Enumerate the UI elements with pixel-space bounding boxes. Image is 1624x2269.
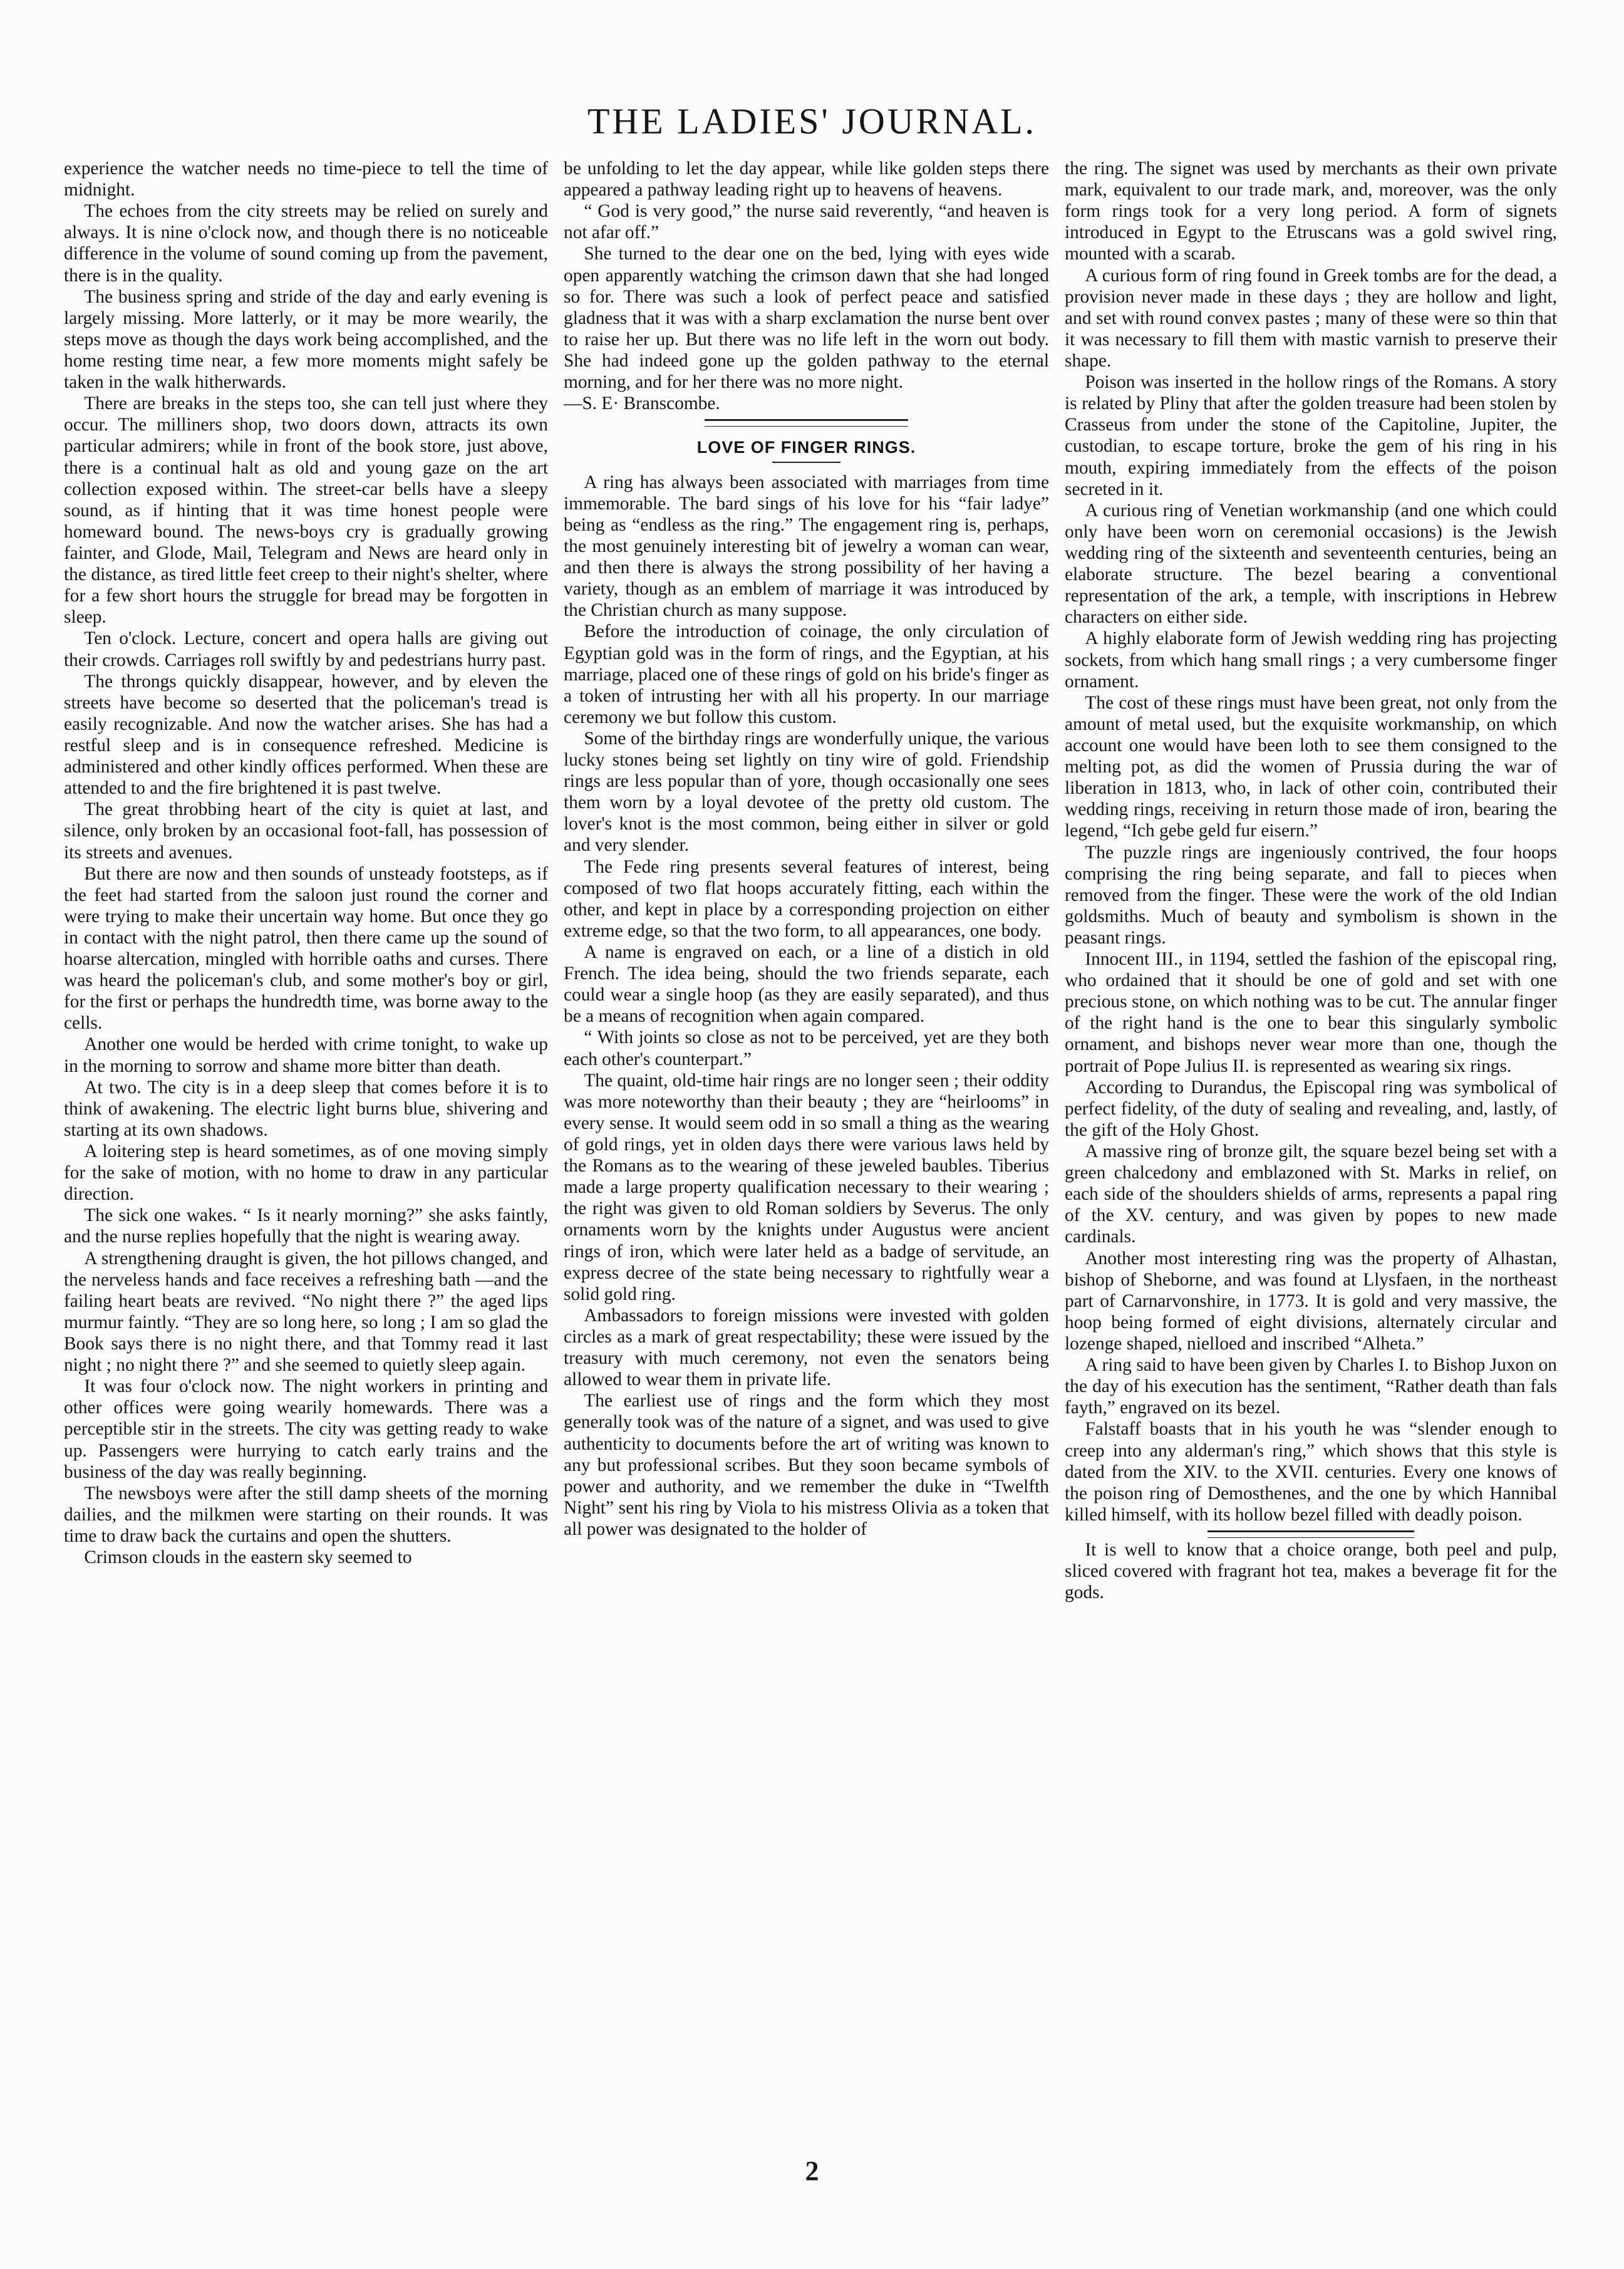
- article-heading: LOVE OF FINGER RINGS.: [696, 438, 916, 457]
- author-signature: —S. E· Branscombe.: [564, 393, 720, 414]
- paragraph: Ten o'clock. Lecture, concert and opera halls are giving out their crowds. Carriages roll swiftly by and pedestrians hurry past.: [64, 628, 548, 670]
- page-number: 2: [805, 2156, 819, 2186]
- paragraph: The Fede ring presents several features of interest, being composed of two flat hoops accurately fitting, each within the other, and kept in place by a corresponding projection on either extreme edge, so that the two form, to all appearances, one body.: [564, 856, 1049, 941]
- section-divider: [1208, 1530, 1414, 1538]
- paragraph: be unfolding to let the day appear, while like golden steps there appeared a pathway leading right up to heavens of heavens.: [564, 158, 1049, 200]
- article-body: [564, 472, 1049, 1540]
- paragraph: The throngs quickly disappear, however, and by eleven the streets have become so deserted that the policeman's tread is easily recognizable. And now the watcher arises. She has had a restful sleep and is in consequence refreshed. Medicine is administered and other kindly offices performed. When these are attended to and the fire brightened it is past twelve.: [64, 671, 548, 799]
- paragraph: “ With joints so close as not to be perceived, yet are they both each other's counterpart.”: [564, 1027, 1049, 1069]
- paragraph: There are breaks in the steps too, she can tell just where they occur. The milliners shop, two doors down, attracts its own particular admirers; while in front of the book store, just above, there is a continual halt as old and young gaze on the art collection exposed within. The street-car bells have a sleepy sound, as if hinting that it was time honest people were homeward bound. The news-boys cry is gradually growing fainter, and Glode, Mail, Telegram and News are heard only in the distance, as tired little feet creep to their night's shelter, where for a few short hours the struggle for bread may be forgotten in sleep.: [64, 393, 548, 628]
- paragraph: The echoes from the city streets may be relied on surely and always. It is nine o'clock now, and though there is no noticeable difference in the volume of sound coming up from the pavement, there is in the quality.: [64, 201, 548, 286]
- paragraph: Before the introduction of coinage, the only circulation of Egyptian gold was in the form of rings, and the Egyptian, at his marriage, placed one of these rings of gold on his bride's finger as a token of intrusting her with all his property. In our marriage ceremony we but follow this custom.: [564, 621, 1049, 727]
- column-1: [64, 158, 548, 2100]
- section-divider: [705, 419, 909, 427]
- paragraph: The newsboys were after the still damp sheets of the morning dailies, and the milkmen were starting on their rounds. It was time to draw back the curtains and open the shutters.: [64, 1483, 548, 1546]
- paragraph: A strengthening draught is given, the hot pillows changed, and the nerveless hands and face receives a refreshing bath —and the failing heart beats are revived. “No night there ?” the aged lips murmur faintly. “They are so long here, so long ; I am so glad the Book says there is no night there, and that Tommy read it last night ; no night there ?” and she seemed to quietly sleep again.: [64, 1248, 548, 1376]
- heading-rule: [772, 462, 840, 463]
- paragraph: At two. The city is in a deep sleep that comes before it is to think of awakening. The electric light burns blue, shivering and starting at its own shadows.: [64, 1077, 548, 1140]
- paragraph: A ring said to have been given by Charles I. to Bishop Juxon on the day of his execution has the sentiment, “Rather death than fals fayth,” engraved on its bezel.: [1065, 1355, 1557, 1418]
- paragraph: “ God is very good,” the nurse said reverently, “and heaven is not afar off.”: [564, 201, 1049, 243]
- paragraph: Another one would be herded with crime tonight, to wake up in the morning to sorrow and shame more bitter than death.: [64, 1034, 548, 1076]
- paragraph: The quaint, old-time hair rings are no longer seen ; their oddity was more noteworthy than their beauty ; they are “heirlooms” in every sense. It would seem odd in so small a thing as the wearing of gold rings, yet in olden days there were various laws held by the Romans as to the wearing of these jeweled baubles. Tiberius made a large property qualification necessary to their wearing ; the right was given to old Roman soldiers by Severus. The only ornaments worn by the knights under Augustus were ancient rings of iron, which were later held as a badge of servitude, an express decree of the state being necessary to rightfully wear a solid gold ring.: [564, 1070, 1049, 1304]
- paragraph: She turned to the dear one on the bed, lying with eyes wide open apparently watching the crimson dawn that she had longed so for. There was such a look of perfect peace and satisfied gladness that it was with a sharp exclamation the nurse bent over to raise her up. But there was no life left in the worn out body. She had indeed gone up the golden pathway to the eternal morning, and for her there was no more night.: [564, 244, 1049, 393]
- closing-note: It is well to know that a choice orange, both peel and pulp, sliced covered with fragrant hot tea, makes a beverage fit for the gods.: [1065, 1540, 1557, 1603]
- paragraph: A ring has always been associated with marriages from time immemorable. The bard sings of his love for his “fair ladye” being as “endless as the ring.” The engagement ring is, perhaps, the most genuinely interesting bit of jewelry a woman can wear, and then there is always the strong possibility of her having a variety, though as an emblem of marriage it was introduced by the Christian church as many suppose.: [564, 472, 1049, 621]
- column-3: [1065, 158, 1557, 2100]
- column-2: [564, 158, 1049, 2100]
- paragraph: Another most interesting ring was the property of Alhastan, bishop of Sheborne, and was found at Llysfaen, in the northeast part of Carnarvonshire, in 1773. It is gold and very massive, the hoop being formed of eight divisions, alternately circular and lozenge shaped, nielloed and inscribed “Alheta.”: [1065, 1248, 1557, 1354]
- paragraph: A loitering step is heard sometimes, as of one moving simply for the sake of motion, with no home to draw in any particular direction.: [64, 1141, 548, 1205]
- paragraph: The cost of these rings must have been great, not only from the amount of metal used, but the exquisite workmanship, on which account one would have been loth to see them consigned to the melting pot, as did the women of Prussia during the war of liberation in 1813, who, in lack of other coin, contributed their wedding rings, receiving in return those made of iron, bearing the legend, “Ich gebe geld fur eisern.”: [1065, 692, 1557, 841]
- paragraph: Poison was inserted in the hollow rings of the Romans. A story is related by Pliny that after the golden treasure had been stolen by Crasseus from under the stone of the Capitoline, Jupiter, the custodian, to escape torture, broke the gem of his ring in his mouth, expiring immediately from the effects of the poison secreted in it.: [1065, 372, 1557, 499]
- paragraph: A highly elaborate form of Jewish wedding ring has projecting sockets, from which hang small rings ; a very cumbersome finger ornament.: [1065, 628, 1557, 692]
- paragraph: According to Durandus, the Episcopal ring was symbolical of perfect fidelity, of the duty of sealing and revealing, and, lastly, of the gift of the Holy Ghost.: [1065, 1077, 1557, 1140]
- paragraph: But there are now and then sounds of unsteady footsteps, as if the feet had started from the saloon just round the corner and were trying to make their uncertain way home. But once they go in contact with the night patrol, then there came up the sound of hoarse altercation, mingled with horrible oaths and curses. There was heard the policeman's club, and some mother's boy or girl, for the first or perhaps the hundredth time, was borne away to the cells.: [64, 863, 548, 1034]
- paragraph: A massive ring of bronze gilt, the square bezel being set with a green chalcedony and emblazoned with St. Marks in relief, on each side of the shoulders shields of arms, represents a papal ring of the XV. century, and was given by popes to new made cardinals.: [1065, 1141, 1557, 1247]
- paragraph: Crimson clouds in the eastern sky seemed to: [84, 1547, 412, 1568]
- paragraph: Ambassadors to foreign missions were invested with golden circles as a mark of great respectability; these were issued by the treasury with much ceremony, not even the senators being allowed to wear them in private life.: [564, 1305, 1049, 1390]
- paragraph: The business spring and stride of the day and early evening is largely missing. More latterly, or it may be more wearily, the steps move as though the days work being accomplished, and the home resting time near, a few more moments might safely be taken in the walk hitherwards.: [64, 286, 548, 393]
- paragraph: the ring. The signet was used by merchants as their own private mark, equivalent to our trade mark, and, moreover, was the only form rings took for a very long period. A form of signets introduced in Egypt to the Etruscans was a gold swivel ring, mounted with a scarab.: [1065, 158, 1557, 264]
- paragraph: It was four o'clock now. The night workers in printing and other offices were going wearily homewards. There was a perceptible stir in the streets. The city was getting ready to wake up. Passengers were hurrying to catch early trains and the business of the day was really beginning.: [64, 1376, 548, 1482]
- article-continuation: [1065, 158, 1557, 1525]
- paragraph: The earliest use of rings and the form which they most generally took was of the nature of a signet, and was used to give authenticity to documents before the art of writing was known to any but professional scribes. But they soon became symbols of power and authority, and we remember the duke in “Twelfth Night” sent his ring by Viola to his mistress Olivia as a token that all power was designated to the holder of: [564, 1391, 1049, 1539]
- paragraph: A curious ring of Venetian workmanship (and one which could only have been worn on ceremonial occasions) is the Jewish wedding ring of the sixteenth and seventeenth centuries, being an elaborate structure. The bezel bearing a conventional representation of the ark, a temple, with inscriptions in Hebrew characters on either side.: [1065, 500, 1557, 628]
- paragraph: A curious form of ring found in Greek tombs are for the dead, a provision never made in these days ; they are hollow and light, and set with round convex pastes ; many of these were so thin that it was necessary to fill them with mastic varnish to preserve their shape.: [1065, 265, 1557, 371]
- paragraph: experience the watcher needs no time-piece to tell the time of midnight.: [64, 158, 548, 200]
- paragraph: The great throbbing heart of the city is quiet at last, and silence, only broken by an occasional foot-fall, has possession of its streets and avenues.: [64, 799, 548, 863]
- paragraph: The sick one wakes. “ Is it nearly morning?” she asks faintly, and the nurse replies hopefully that the night is wearing away.: [64, 1205, 548, 1247]
- page-title: THE LADIES' JOURNAL.: [587, 101, 1037, 142]
- paragraph: Falstaff boasts that in his youth he was “slender enough to creep into any alderman's ring,” which shows that this style is dated from the XIV. to the XVII. centuries. Every one knows of the poison ring of Demosthenes, and the one by which Hannibal killed himself, with its hollow bezel filled with deadly poison.: [1065, 1419, 1557, 1525]
- story-ending: [564, 158, 1049, 393]
- paragraph: Some of the birthday rings are wonderfully unique, the various lucky stones being set lightly on tiny wire of gold. Friendship rings are less popular than of yore, though occasionally one sees them worn by a loyal devotee of the pretty old custom. The lover's knot is the most common, being either in silver or gold and very slender.: [564, 728, 1049, 856]
- paragraph: Innocent III., in 1194, settled the fashion of the episcopal ring, who ordained that it should be one of gold and set with one precious stone, on which nothing was to be cut. The annular finger of the right hand is the one to bear this singularly symbolic ornament, and bishops never wear more than one, though the portrait of Pope Julius II. is represented as wearing six rings.: [1065, 949, 1557, 1076]
- paragraph: A name is engraved on each, or a line of a distich in old French. The idea being, should the two friends separate, each could wear a single hoop (as they are easily separated), and thus be a means of recognition when again compared.: [564, 942, 1049, 1027]
- paragraph: The puzzle rings are ingeniously contrived, the four hoops comprising the ring being separate, and fall to pieces when removed from the finger. These were the work of the old Indian goldsmiths. Much of beauty and symbolism is shown in the peasant rings.: [1065, 842, 1557, 948]
